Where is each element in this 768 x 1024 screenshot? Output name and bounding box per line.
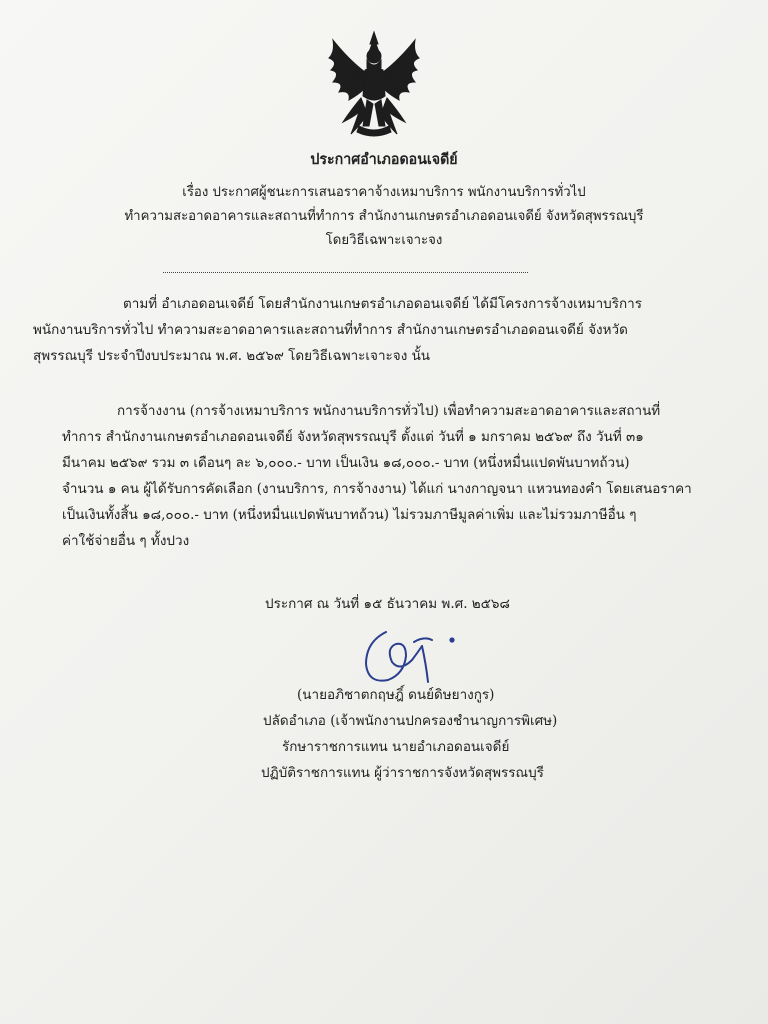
- paragraph2-line-3: มีนาคม ๒๕๖๙ รวม ๓ เดือนๆ ละ ๖,๐๐๐.- บาท เป็นเงิน ๑๘,๐๐๐.- บาท (หนึ่งหมื่นแปดพันบาทถ้วน): [62, 455, 630, 471]
- subject-line-1: เรื่อง ประกาศผู้ชนะการเสนอราคาจ้างเหมาบริการ พนักงานบริการทั่วไป: [182, 184, 586, 200]
- paragraph2-line-2: ทำการ สำนักงานเกษตรอำเภอดอนเจดีย์ จังหวัดสุพรรณบุรี ตั้งแต่ วันที่ ๑ มกราคม ๒๕๖๙ ถึง วันที่ ๓๑: [62, 429, 644, 445]
- paragraph2-line-4: จำนวน ๑ คน ผู้ได้รับการคัดเลือก (งานบริการ, การจ้างงาน) ได้แก่ นางกาญจนา แหวนทองคำ โดยเสนอราคา: [62, 481, 692, 497]
- signer-acting-1: รักษาราชการแทน นายอำเภอดอนเจดีย์: [282, 739, 510, 755]
- paragraph2-line-6: ค่าใช้จ่ายอื่น ๆ ทั้งปวง: [62, 533, 190, 549]
- garuda-emblem-icon: [321, 30, 427, 142]
- signer-acting-2: ปฏิบัติราชการแทน ผู้ว่าราชการจังหวัดสุพรรณบุรี: [261, 765, 544, 781]
- signature-icon: [356, 612, 466, 690]
- paragraph2-line-1: การจ้างงาน (การจ้างเหมาบริการ พนักงานบริการทั่วไป) เพื่อทำความสะอาดอาคารและสถานที่: [117, 403, 661, 419]
- paragraph1-line-1: ตามที่ อำเภอดอนเจดีย์ โดยสำนักงานเกษตรอำเภอดอนเจดีย์ ได้มีโครงการจ้างเหมาบริการ: [123, 296, 642, 312]
- subject-line-2: ทำความสะอาดอาคารและสถานที่ทำการ สำนักงานเกษตรอำเภอดอนเจดีย์ จังหวัดสุพรรณบุรี: [124, 208, 644, 224]
- paragraph1-line-3: สุพรรณบุรี ประจำปีงบประมาณ พ.ศ. ๒๕๖๙ โดยวิธีเฉพาะเจาะจง นั้น: [33, 348, 431, 364]
- paragraph2-line-5: เป็นเงินทั้งสิ้น ๑๘,๐๐๐.- บาท (หนึ่งหมื่นแปดพันบาทถ้วน) ไม่รวมภาษีมูลค่าเพิ่ม และไม่รวมภาษีอื่น ๆ: [62, 507, 637, 523]
- paragraph1-line-2: พนักงานบริการทั่วไป ทำความสะอาดอาคารและสถานที่ทำการ สำนักงานเกษตรอำเภอดอนเจดีย์ จังหวัด: [33, 322, 628, 338]
- announcement-date: ประกาศ ณ วันที่ ๑๕ ธันวาคม พ.ศ. ๒๕๖๘: [265, 596, 510, 612]
- signer-name: (นายอภิชาตกฤษฎิ์ ดนย์ดิษยางกูร): [297, 687, 495, 703]
- subject-line-3: โดยวิธีเฉพาะเจาะจง: [325, 232, 443, 248]
- document-title: ประกาศอำเภอดอนเจดีย์: [310, 151, 458, 168]
- dotted-divider: [163, 272, 528, 273]
- signer-position: ปลัดอำเภอ (เจ้าพนักงานปกครองชำนาญการพิเศษ): [263, 713, 558, 729]
